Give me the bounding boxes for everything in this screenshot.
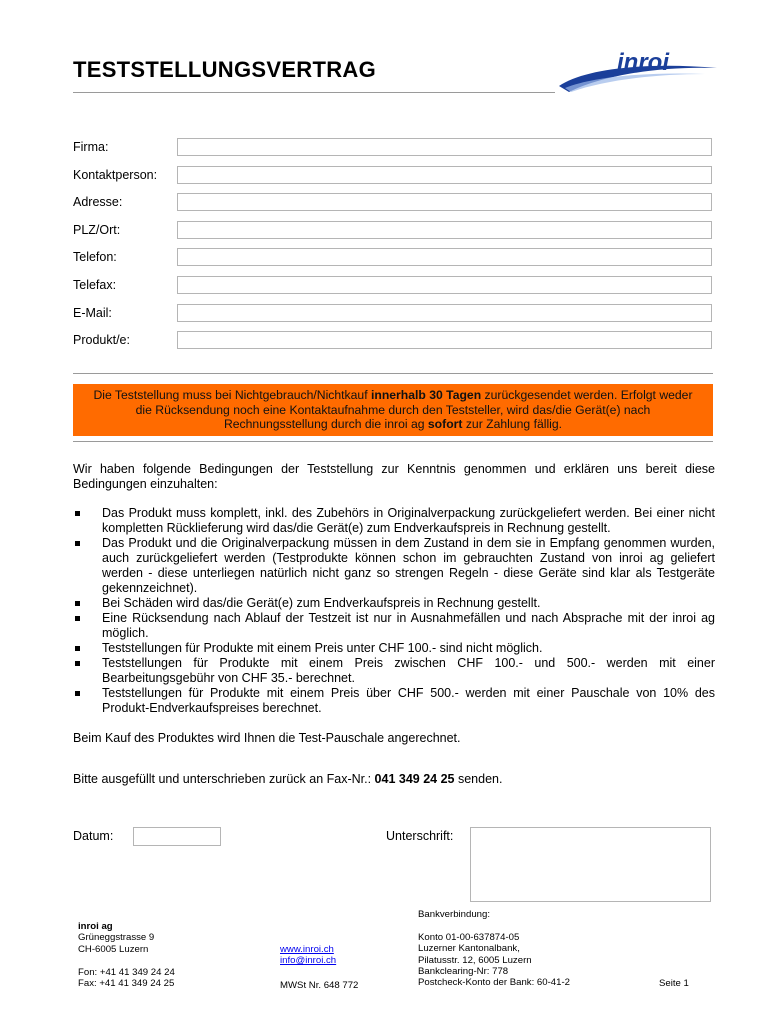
notice-text-1: Die Teststellung muss bei Nichtgebrauch/Nichtkauf (93, 388, 371, 402)
list-item (73, 686, 715, 716)
date-field[interactable] (133, 827, 221, 846)
list-item (73, 506, 715, 536)
terms-section (73, 462, 715, 716)
company-address (78, 921, 175, 989)
notice-bold-sofort: sofort (427, 417, 463, 432)
logo-wordmark: inroi (617, 49, 669, 76)
fax-suffix: senden. (454, 772, 503, 786)
bank-line: Pilatusstr. 12, 6005 Luzern (418, 954, 532, 966)
form-row-adresse (73, 191, 713, 219)
bullet-square-icon (75, 601, 80, 606)
plz-ort-field[interactable] (177, 221, 712, 239)
spacer (280, 967, 358, 978)
notice-top-divider (73, 373, 713, 374)
bullet-square-icon (75, 661, 80, 666)
list-item (73, 656, 715, 686)
website-link[interactable]: www.inroi.ch (280, 944, 334, 955)
list-item (73, 596, 715, 611)
notice-text-3: zur Zahlung fällig. (462, 417, 563, 432)
plz-ort-label: PLZ/Ort: (73, 222, 121, 237)
bullet-square-icon (75, 541, 80, 546)
produkt-field[interactable] (177, 331, 712, 349)
date-label: Datum: (73, 829, 114, 843)
list-item-text: Eine Rücksendung nach Ablauf der Testzeit ist nur in Ausnahmefällen und nach Absprache mit der inroi ag möglich. (102, 611, 715, 640)
purchase-note: Beim Kauf des Produktes wird Ihnen die Test-Pauschale angerechnet. (73, 731, 461, 745)
vat-number: MWSt Nr. 648 772 (280, 980, 359, 992)
terms-intro: Wir haben folgende Bedingungen der Teststellung zur Kenntnis genommen und erklären uns bereit diese Bedingungen einzuhalten: (73, 462, 715, 491)
telefax-field[interactable] (177, 276, 712, 294)
list-item (73, 536, 715, 596)
list-item (73, 611, 715, 641)
form-row-telefon (73, 246, 713, 274)
bullet-square-icon (75, 511, 80, 516)
list-item-text: Teststellungen für Produkte mit einem Preis zwischen CHF 100.- und 500.- werden mit einer Bearbeitungsgebühr von CHF 35.- berechnet. (102, 656, 715, 685)
firma-field[interactable] (177, 138, 712, 156)
page-number: Seite 1 (659, 978, 689, 989)
list-item-text: Bei Schäden wird das/die Gerät(e) zum Endverkaufspreis in Rechnung gestellt. (102, 596, 541, 610)
bank-heading: Bankverbindung: (418, 909, 491, 920)
telefon-label: Telefon: (73, 250, 117, 265)
firma-label: Firma: (73, 140, 109, 154)
form-row-firma (73, 136, 713, 164)
kontaktperson-field[interactable] (177, 166, 712, 184)
fax-prefix: Bitte ausgefüllt und unterschrieben zurück an Fax-Nr.: (73, 772, 375, 786)
kontaktperson-label: Kontaktperson: (73, 167, 158, 182)
email-link[interactable]: info@inroi.ch (280, 955, 337, 967)
bank-line: Konto 01-00-637874-05 (418, 931, 520, 943)
bullet-square-icon (75, 616, 80, 621)
spacer (418, 920, 570, 931)
email-label: E-Mail: (73, 305, 112, 320)
bank-details (418, 909, 570, 989)
return-notice (73, 384, 713, 436)
bank-line: Luzerner Kantonalbank, (418, 943, 520, 955)
company-street: Grüneggstrasse 9 (78, 932, 155, 944)
company-name: inroi ag (78, 921, 113, 932)
telefon-field[interactable] (177, 248, 712, 266)
form-row-email (73, 302, 713, 330)
signature-field[interactable] (470, 827, 711, 902)
spacer (78, 955, 175, 966)
list-item-text: Teststellungen für Produkte mit einem Preis über CHF 500.- werden mit einer Pauschale von 10% des Produkt-Endverkaufspreises berechnet. (102, 686, 715, 715)
company-fax: Fax: +41 41 349 24 25 (78, 978, 175, 990)
bullet-square-icon (75, 646, 80, 651)
adresse-label: Adresse: (73, 195, 123, 210)
company-online (280, 944, 358, 992)
fax-instruction (73, 772, 502, 786)
fax-number: 041 349 24 25 (374, 772, 455, 786)
form-row-telefax (73, 274, 713, 302)
document-title: TESTSTELLUNGSVERTRAG (73, 57, 377, 82)
produkt-label: Produkt/e: (73, 333, 130, 348)
list-item (73, 641, 715, 656)
company-city: CH-6005 Luzern (78, 943, 149, 955)
notice-bold-deadline: innerhalb 30 Tagen (370, 388, 482, 402)
signature-label: Unterschrift: (386, 829, 454, 843)
contact-form (73, 136, 713, 357)
company-phone: Fon: +41 41 349 24 24 (78, 966, 175, 978)
list-item-text: Das Produkt muss komplett, inkl. des Zubehörs in Originalverpackung zurückgeliefert werden. Bei einer nicht kompletten Rücklieferung wird das/die Gerät(e) zum Endverkaufspreis in Rechnung gestellt. (102, 506, 715, 535)
telefax-label: Telefax: (73, 277, 117, 292)
notice-bottom-divider (73, 441, 713, 442)
title-divider (73, 92, 555, 93)
inroi-logo (555, 48, 720, 96)
bank-line: Bankclearing-Nr: 778 (418, 966, 509, 978)
list-item-text: Das Produkt und die Originalverpackung müssen in dem Zustand in dem sie in Empfang genommen wurden, auch zurückgeliefert werden (Testprodukte können schon im gebrauchten Zustand von inroi ag geliefert werden - diese unterliegen natürlich nicht ganz so strengen Regeln - diese Geräte sind klar als Testgeräte gekennzeichnet). (102, 536, 715, 595)
form-row-plz-ort (73, 219, 713, 247)
list-item-text: Teststellungen für Produkte mit einem Preis unter CHF 100.- sind nicht möglich. (102, 641, 543, 655)
bullet-square-icon (75, 691, 80, 696)
bank-line: Postcheck-Konto der Bank: 60-41-2 (418, 977, 570, 989)
form-row-kontaktperson (73, 164, 713, 192)
terms-list (73, 506, 715, 716)
notice-text-2: zurückgesendet werden. Erfolgt weder die Rücksendung noch eine Kontaktaufnahme durch den Teststeller, wird das/die Gerät(e) nach Rechnungsstellung durch die inroi ag (135, 388, 693, 432)
email-field[interactable] (177, 304, 712, 322)
adresse-field[interactable] (177, 193, 712, 211)
form-row-produkt (73, 329, 713, 357)
